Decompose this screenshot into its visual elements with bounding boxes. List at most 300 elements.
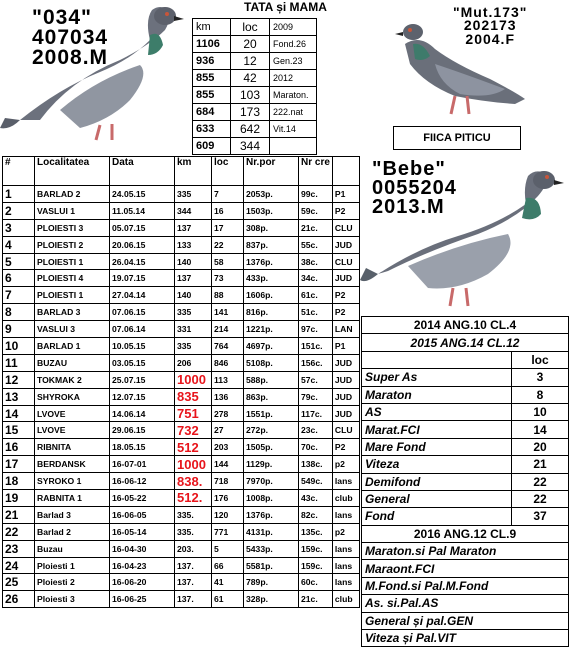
results-cell: P1 (332, 186, 359, 203)
results-cell: 1008p. (244, 490, 299, 507)
award-place: 22 (512, 490, 569, 507)
results-cell: P2 (332, 287, 359, 304)
table-row (3, 304, 360, 321)
results-cell: 5 (3, 253, 35, 270)
parents-cell: Gen.23 (270, 53, 317, 70)
km-cell: 512 (175, 439, 212, 456)
results-cell: 4131p. (244, 523, 299, 540)
results-cell: 16-06-12 (110, 473, 175, 490)
award-place: 10 (512, 403, 569, 420)
results-cell: 8 (3, 304, 35, 321)
table-row (3, 371, 360, 388)
results-cell: 16 (3, 439, 35, 456)
results-cell: 278 (212, 405, 244, 422)
table-row (3, 439, 360, 456)
table-row (3, 253, 360, 270)
results-cell: TOKMAK 2 (35, 371, 110, 388)
results-cell: VASLUI 1 (35, 202, 110, 219)
results-cell: LVOVE (35, 422, 110, 439)
results-cell: PLOIESTI 1 (35, 253, 110, 270)
results-cell: 19.07.15 (110, 270, 175, 287)
results-cell: 16 (212, 202, 244, 219)
results-cell: 61c. (299, 287, 333, 304)
results-cell: 27.04.14 (110, 287, 175, 304)
father-year: 2008.M (32, 45, 109, 69)
parents-cell: 855 (193, 87, 231, 104)
award-name: Marat.FCI (362, 421, 512, 438)
award-2016-name: M.Fond.si Pal.M.Fond (362, 577, 569, 594)
parents-cell: 103 (231, 87, 270, 104)
award-name: Super As (362, 369, 512, 386)
results-cell: 11.05.14 (110, 202, 175, 219)
results-cell: 1221p. (244, 321, 299, 338)
results-cell: 2 (3, 202, 35, 219)
results-cell: 308p. (244, 219, 299, 236)
award-name: AS (362, 403, 512, 420)
results-cell: CLU (332, 253, 359, 270)
results-cell: 18.05.15 (110, 439, 175, 456)
km-cell: 137. (175, 574, 212, 591)
table-row (3, 338, 360, 355)
award-2016-name: General și pal.GEN (362, 612, 569, 629)
results-cell: 549c. (299, 473, 333, 490)
parents-cell: Fond.26 (270, 36, 317, 53)
km-cell: 335 (175, 186, 212, 203)
awards-row (362, 421, 569, 438)
results-cell: 816p. (244, 304, 299, 321)
km-cell: 512. (175, 490, 212, 507)
table-row (3, 506, 360, 523)
parents-cell: 2012 (270, 70, 317, 87)
results-cell: 23c. (299, 422, 333, 439)
results-cell: LVOVE (35, 405, 110, 422)
km-cell: 732 (175, 422, 212, 439)
award-name: Mare Fond (362, 438, 512, 455)
results-cell: 15 (3, 422, 35, 439)
km-cell: 335. (175, 506, 212, 523)
awards-2015-header-row (362, 334, 569, 351)
km-cell: 137. (175, 591, 212, 608)
results-cell: 03.05.15 (110, 354, 175, 371)
parents-cell: 12 (231, 53, 270, 70)
km-cell: 751 (175, 405, 212, 422)
award-2016-name: Maraont.FCI (362, 560, 569, 577)
daughter-label: FIICA PITICU (393, 126, 521, 150)
table-row (3, 388, 360, 405)
awards-loc-row (362, 351, 569, 368)
results-cell: 2053p. (244, 186, 299, 203)
results-cell: BERDANSK (35, 456, 110, 473)
parents-header-cell: 2009 (270, 19, 317, 36)
parents-header-cell: loc (231, 19, 270, 36)
table-row (3, 354, 360, 371)
award-place: 14 (512, 421, 569, 438)
results-cell: Ploiesti 3 (35, 591, 110, 608)
results-table (2, 156, 360, 608)
parents-cell: 173 (231, 104, 270, 121)
results-cell: 214 (212, 321, 244, 338)
km-cell: 206 (175, 354, 212, 371)
results-header-cell: Data (110, 157, 175, 186)
parents-row (193, 53, 317, 70)
award-2016-name: Maraton.si Pal Maraton (362, 543, 569, 560)
parents-cell: 936 (193, 53, 231, 70)
results-cell: 88 (212, 287, 244, 304)
table-row (3, 591, 360, 608)
results-header-cell: loc (212, 157, 244, 186)
results-cell: 1 (3, 186, 35, 203)
parents-header-cell: km (193, 19, 231, 36)
km-cell: 335 (175, 338, 212, 355)
parents-title: TATA și MAMA (244, 0, 327, 14)
results-cell: 19 (3, 490, 35, 507)
results-cell: PLOIESTI 1 (35, 287, 110, 304)
award-place: 22 (512, 473, 569, 490)
award-2016-name: As. si.Pal.AS (362, 595, 569, 612)
results-cell: 14.06.14 (110, 405, 175, 422)
father-name: "034" (32, 6, 92, 29)
results-cell: 16-07-01 (110, 456, 175, 473)
results-cell: 12.07.15 (110, 388, 175, 405)
results-cell: 13 (3, 388, 35, 405)
results-cell: 25.07.15 (110, 371, 175, 388)
awards-2016-row (362, 630, 569, 647)
results-cell: 16-04-23 (110, 557, 175, 574)
table-row (3, 473, 360, 490)
award-name: Demifond (362, 473, 512, 490)
results-cell: 1129p. (244, 456, 299, 473)
table-row (3, 287, 360, 304)
km-cell: 331 (175, 321, 212, 338)
results-cell: Barlad 2 (35, 523, 110, 540)
results-cell: 433p. (244, 270, 299, 287)
results-cell: 22 (212, 236, 244, 253)
results-cell: 120 (212, 506, 244, 523)
results-cell: lans (332, 506, 359, 523)
results-cell: 66 (212, 557, 244, 574)
results-cell: JUD (332, 236, 359, 253)
results-cell: Buzau (35, 540, 110, 557)
results-cell: 144 (212, 456, 244, 473)
results-header-cell: # (3, 157, 35, 186)
km-cell: 835 (175, 388, 212, 405)
results-cell: JUD (332, 405, 359, 422)
award-name: Maraton (362, 386, 512, 403)
results-cell: 141 (212, 304, 244, 321)
table-row (3, 219, 360, 236)
results-cell: 22 (3, 523, 35, 540)
bebe-name: "Bebe" (372, 158, 446, 180)
results-cell: JUD (332, 354, 359, 371)
awards-row (362, 438, 569, 455)
results-cell: 159c. (299, 557, 333, 574)
awards-row (362, 369, 569, 386)
awards-row (362, 456, 569, 473)
results-cell: 18 (3, 473, 35, 490)
results-cell: 97c. (299, 321, 333, 338)
parents-cell: Vit.14 (270, 121, 317, 138)
father-photo (0, 0, 190, 152)
results-cell: 12 (3, 371, 35, 388)
awards-2016-header: 2016 ANG.12 CL.9 (362, 525, 569, 542)
results-cell: 138c. (299, 456, 333, 473)
results-cell: SHYROKA (35, 388, 110, 405)
results-cell: 156c. (299, 354, 333, 371)
parents-cell: 344 (231, 138, 270, 155)
results-cell: 837p. (244, 236, 299, 253)
award-place: 8 (512, 386, 569, 403)
award-place: 37 (512, 508, 569, 525)
bebe-year: 2013.M (372, 196, 445, 218)
results-cell: Ploiesti 1 (35, 557, 110, 574)
results-cell: 863p. (244, 388, 299, 405)
mother-ring: 202173 (463, 17, 517, 34)
results-cell: P1 (332, 338, 359, 355)
parents-cell (270, 138, 317, 155)
results-cell: 771 (212, 523, 244, 540)
results-cell: lans (332, 557, 359, 574)
results-cell: 1551p. (244, 405, 299, 422)
results-cell: RIBNITA (35, 439, 110, 456)
results-cell: 41 (212, 574, 244, 591)
results-cell: 1606p. (244, 287, 299, 304)
results-cell: 17 (212, 219, 244, 236)
results-cell: 99c. (299, 186, 333, 203)
results-cell: 789p. (244, 574, 299, 591)
award-name: General (362, 490, 512, 507)
results-cell: Barlad 3 (35, 506, 110, 523)
results-cell: 07.06.15 (110, 304, 175, 321)
results-cell: 328p. (244, 591, 299, 608)
results-cell: CLU (332, 219, 359, 236)
results-cell: BARLAD 2 (35, 186, 110, 203)
parents-cell: 222.nat (270, 104, 317, 121)
km-cell: 133 (175, 236, 212, 253)
parents-cell: 633 (193, 121, 231, 138)
table-row (3, 186, 360, 203)
table-row (3, 490, 360, 507)
results-cell: LAN (332, 321, 359, 338)
results-cell: 113 (212, 371, 244, 388)
results-cell: 136 (212, 388, 244, 405)
results-cell: 07.06.14 (110, 321, 175, 338)
km-cell: 335. (175, 523, 212, 540)
results-cell: P2 (332, 439, 359, 456)
awards-loc-spacer (362, 351, 512, 368)
km-cell: 1000 (175, 371, 212, 388)
results-cell: 7970p. (244, 473, 299, 490)
award-name: Fond (362, 508, 512, 525)
awards-loc-header: loc (512, 351, 569, 368)
results-cell: 24 (3, 557, 35, 574)
award-place: 3 (512, 369, 569, 386)
awards-2014-header-row (362, 317, 569, 334)
results-cell: 34c. (299, 270, 333, 287)
results-cell: SYROKO 1 (35, 473, 110, 490)
father-ring: 407034 (32, 25, 109, 49)
results-cell: 846 (212, 354, 244, 371)
parents-row (193, 138, 317, 155)
results-cell: 38c. (299, 253, 333, 270)
results-cell: 1376p. (244, 506, 299, 523)
mother-photo (395, 4, 527, 124)
results-cell: 59c. (299, 202, 333, 219)
results-cell: Ploiesti 2 (35, 574, 110, 591)
bebe-photo (358, 156, 571, 312)
results-cell: 57c. (299, 371, 333, 388)
parents-cell: Maraton. (270, 87, 317, 104)
results-cell: 9 (3, 321, 35, 338)
results-cell: 25 (3, 574, 35, 591)
results-cell: 10 (3, 338, 35, 355)
km-cell: 1000 (175, 456, 212, 473)
parents-cell: 42 (231, 70, 270, 87)
results-cell: 16-04-30 (110, 540, 175, 557)
results-cell: 135c. (299, 523, 333, 540)
results-cell: 4 (3, 236, 35, 253)
awards-row (362, 403, 569, 420)
results-cell: 16-06-05 (110, 506, 175, 523)
parents-row (193, 70, 317, 87)
results-cell: 26 (3, 591, 35, 608)
award-place: 20 (512, 438, 569, 455)
results-cell: 3 (3, 219, 35, 236)
km-cell: 203. (175, 540, 212, 557)
results-cell: 5433p. (244, 540, 299, 557)
parents-cell: 684 (193, 104, 231, 121)
results-header-cell: Nr.por (244, 157, 299, 186)
results-cell: 21 (3, 506, 35, 523)
km-cell: 137 (175, 270, 212, 287)
results-cell: P2 (332, 202, 359, 219)
table-row (3, 236, 360, 253)
results-cell: lans (332, 574, 359, 591)
results-cell: p2 (332, 456, 359, 473)
results-cell: 159c. (299, 540, 333, 557)
results-cell: 4697p. (244, 338, 299, 355)
results-cell: 27 (212, 422, 244, 439)
results-cell: 70c. (299, 439, 333, 456)
results-cell: RABNITA 1 (35, 490, 110, 507)
results-cell: 6 (3, 270, 35, 287)
awards-2016-row (362, 612, 569, 629)
results-cell: lans (332, 540, 359, 557)
results-cell: P2 (332, 304, 359, 321)
table-row (3, 540, 360, 557)
results-header-cell: Nr cre (299, 157, 333, 186)
father-ring-label (32, 8, 108, 68)
mother-year: 2004.F (465, 30, 515, 47)
awards-2014-header: 2014 ANG.10 CL.4 (362, 317, 569, 334)
parents-row (193, 36, 317, 53)
results-cell: 1505p. (244, 439, 299, 456)
results-cell: PLOIESTI 4 (35, 270, 110, 287)
award-place: 21 (512, 456, 569, 473)
km-cell: 344 (175, 202, 212, 219)
results-cell: 20.06.15 (110, 236, 175, 253)
results-cell: 16-05-22 (110, 490, 175, 507)
km-cell: 140 (175, 253, 212, 270)
results-cell: 73 (212, 270, 244, 287)
results-cell: club (332, 490, 359, 507)
bebe-ring: 0055204 (372, 177, 457, 199)
results-header-cell: Localitatea (35, 157, 110, 186)
results-cell: p2 (332, 523, 359, 540)
table-row (3, 405, 360, 422)
results-cell: 176 (212, 490, 244, 507)
results-cell: 16-06-25 (110, 591, 175, 608)
results-cell: 26.04.15 (110, 253, 175, 270)
results-cell: JUD (332, 270, 359, 287)
km-cell: 335 (175, 304, 212, 321)
parents-row (193, 104, 317, 121)
results-cell: 21c. (299, 219, 333, 236)
table-row (3, 321, 360, 338)
parents-cell: 20 (231, 36, 270, 53)
results-cell: 5581p. (244, 557, 299, 574)
results-cell: VASLUI 3 (35, 321, 110, 338)
results-cell: 588p. (244, 371, 299, 388)
km-cell: 137. (175, 557, 212, 574)
results-cell: 79c. (299, 388, 333, 405)
parents-cell: 642 (231, 121, 270, 138)
awards-row (362, 508, 569, 525)
results-cell: 203 (212, 439, 244, 456)
results-cell: PLOIESTI 3 (35, 219, 110, 236)
results-cell: 272p. (244, 422, 299, 439)
results-cell: 5108p. (244, 354, 299, 371)
results-cell: 21c. (299, 591, 333, 608)
mother-name: "Mut.173" (453, 4, 527, 20)
award-name: Viteza (362, 456, 512, 473)
parents-row (193, 121, 317, 138)
results-cell: 5 (212, 540, 244, 557)
results-cell: 11 (3, 354, 35, 371)
results-cell: 43c. (299, 490, 333, 507)
table-row (3, 574, 360, 591)
results-cell: 23 (3, 540, 35, 557)
results-cell: 82c. (299, 506, 333, 523)
results-cell: 718 (212, 473, 244, 490)
km-cell: 137 (175, 219, 212, 236)
results-cell: 51c. (299, 304, 333, 321)
awards-2016-row (362, 577, 569, 594)
parents-cell: 855 (193, 70, 231, 87)
awards-2016-row (362, 595, 569, 612)
results-cell: BARLAD 3 (35, 304, 110, 321)
awards-2016-row (362, 543, 569, 560)
results-cell: 05.07.15 (110, 219, 175, 236)
results-cell: 1376p. (244, 253, 299, 270)
results-cell: CLU (332, 422, 359, 439)
awards-2016-row (362, 560, 569, 577)
results-cell: BARLAD 1 (35, 338, 110, 355)
results-cell: 29.06.15 (110, 422, 175, 439)
parents-header-row (193, 19, 317, 36)
awards-row (362, 490, 569, 507)
table-row (3, 523, 360, 540)
results-cell: 55c. (299, 236, 333, 253)
parents-cell: 1106 (193, 36, 231, 53)
results-header-cell (332, 157, 359, 186)
table-row (3, 456, 360, 473)
results-cell: 7 (212, 186, 244, 203)
results-cell: PLOIESTI 2 (35, 236, 110, 253)
results-cell: 60c. (299, 574, 333, 591)
km-cell: 140 (175, 287, 212, 304)
results-cell: 10.05.15 (110, 338, 175, 355)
results-cell: BUZAU (35, 354, 110, 371)
